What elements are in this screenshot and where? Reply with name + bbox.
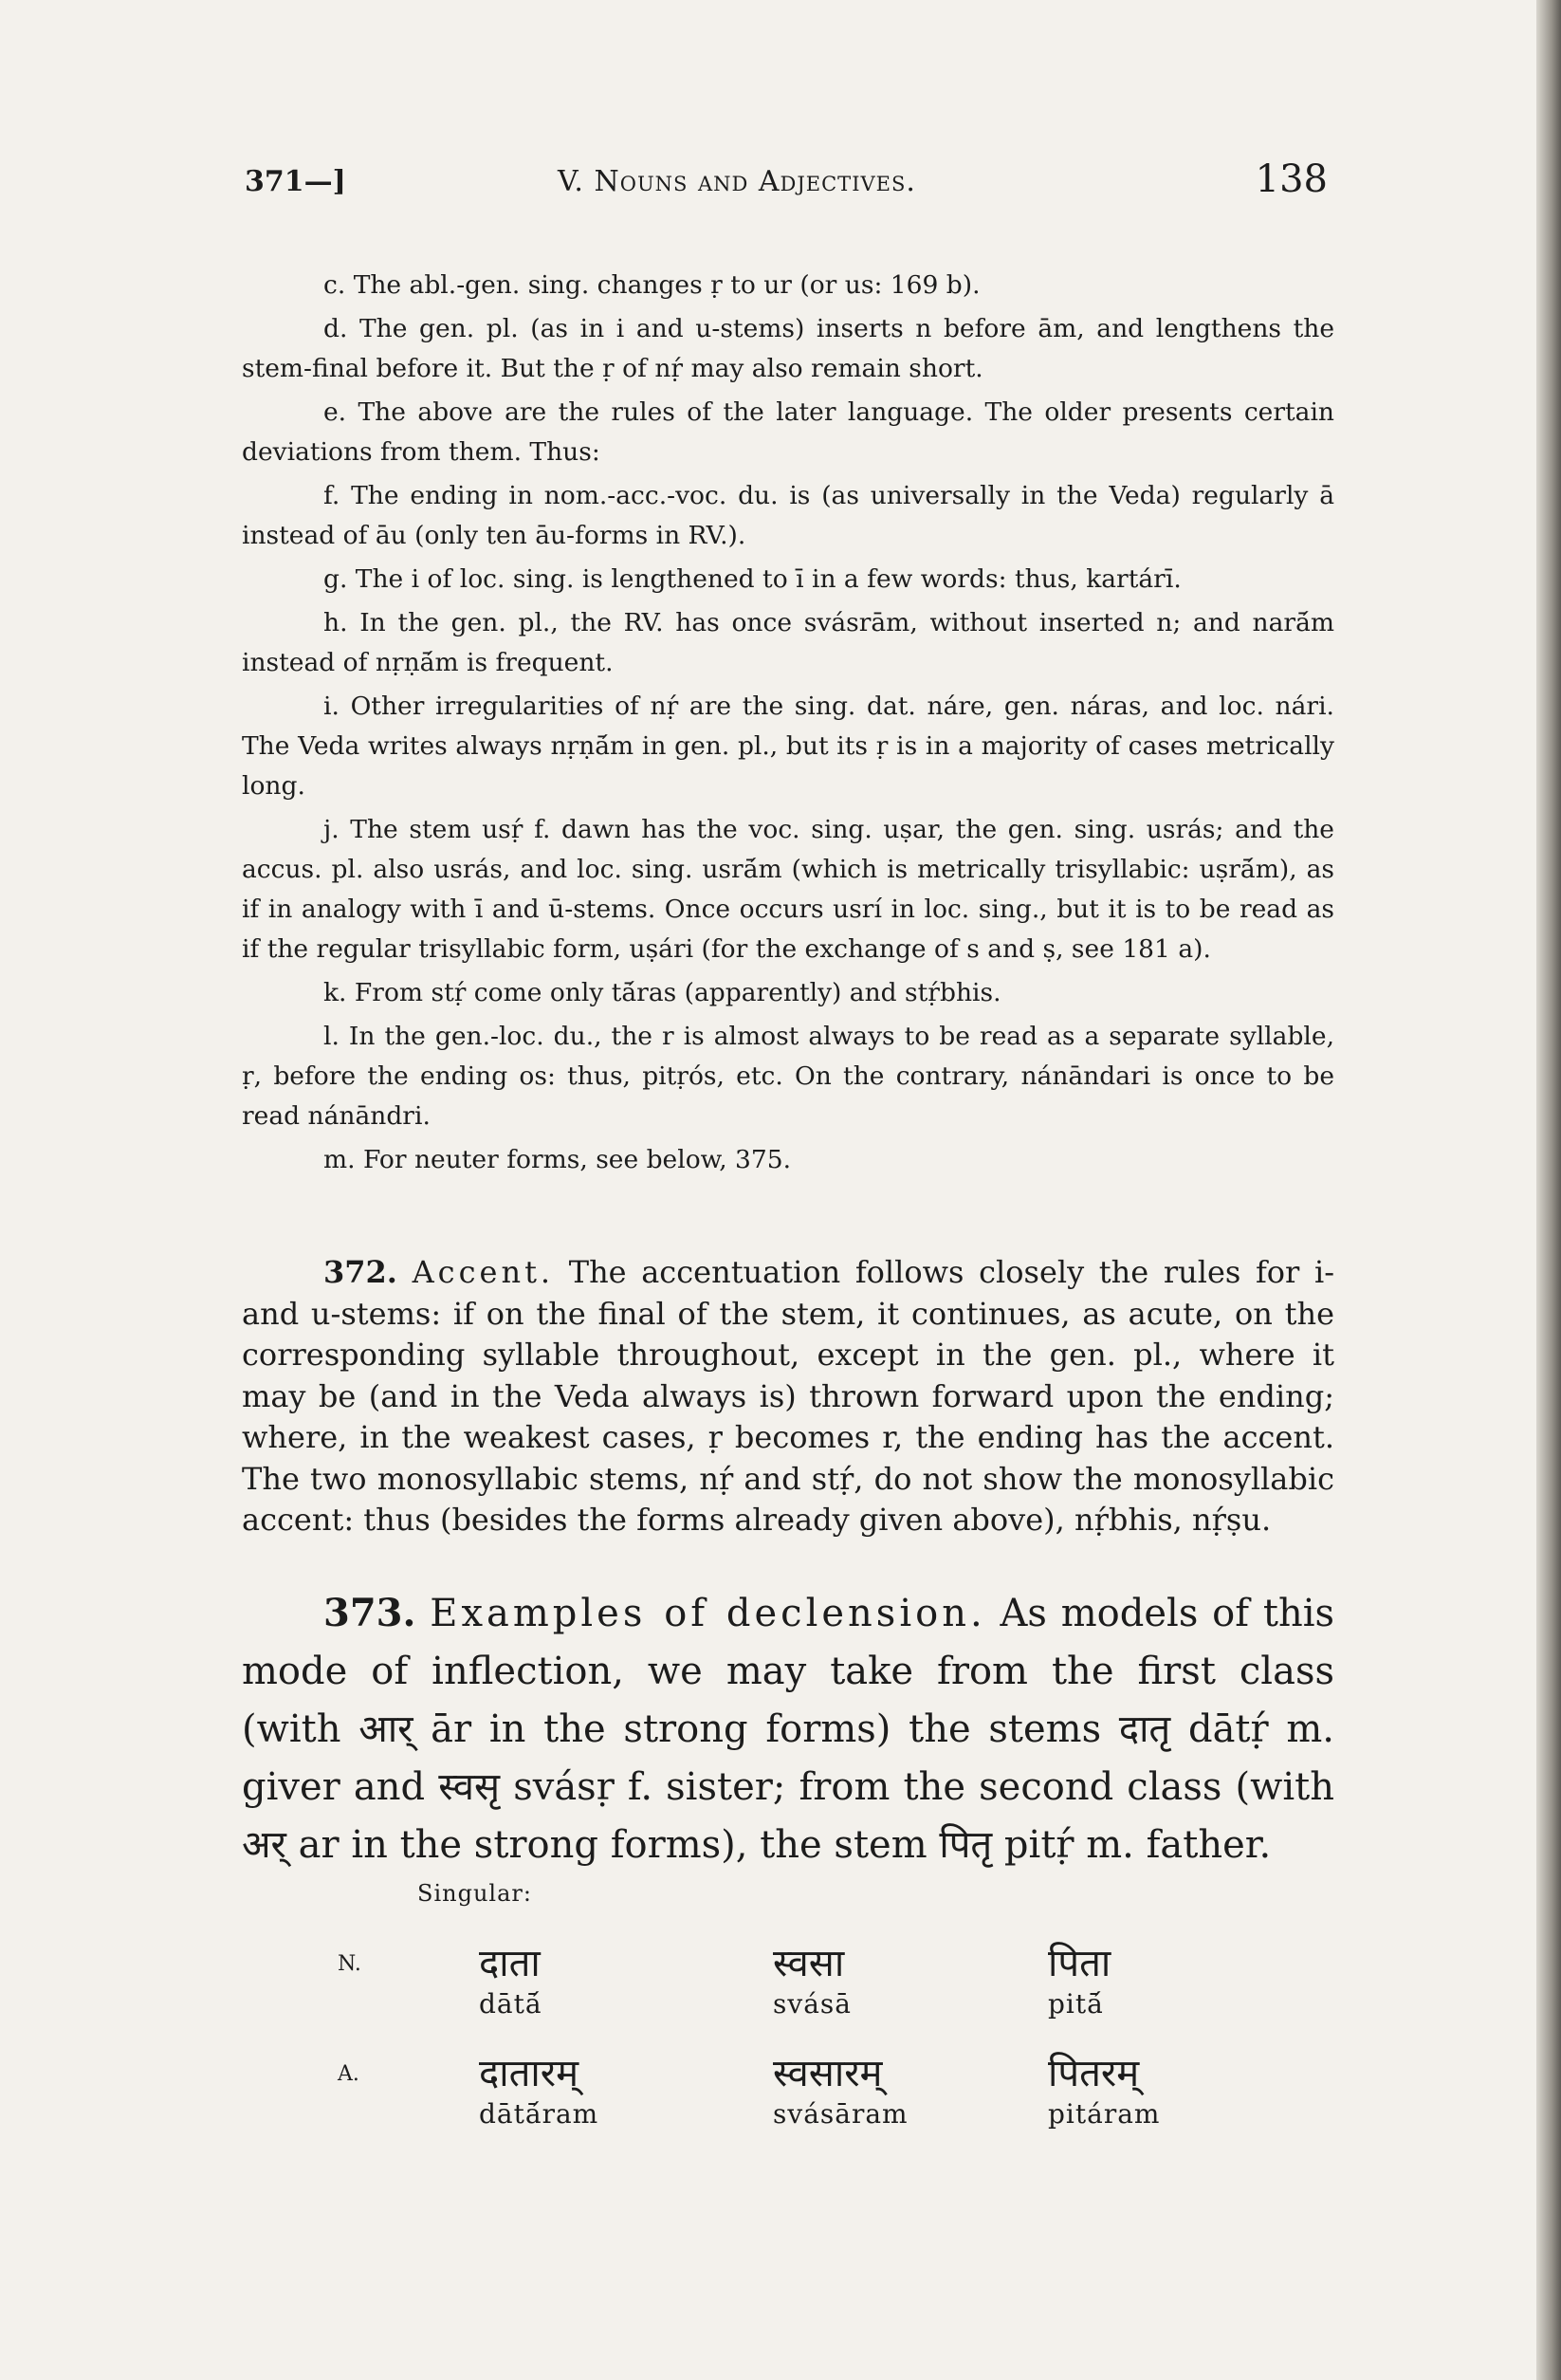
section-text: The accentuation follows closely the rules for i- and u-stems: if on the final of the stem, it continues, as acute, on the corresponding syllable throughout, except in the gen. pl., where it may be (and in the Veda always is) thrown forward upon the ending; where, in the weakest cases, ṛ becomes r, the ending has the accent. The two monosyllabic stems, nṛ́ and stṛ́, do not show the monosyllabic accent: thus (besides the forms already given above), nṛ́bhis, nṛ́ṣu. xyxy=(242,1254,1335,1538)
para-m: m. For neuter forms, see below, 375. xyxy=(323,1145,792,1174)
table-row xyxy=(303,2049,1252,2153)
para-i: i. Other irregularities of nṛ́ are the sing. dat. náre, gen. náras, and loc. nári. The Veda writes always nṛṇā́m in gen. pl., but its ṛ is in a majority of cases metrically long. xyxy=(242,692,1334,801)
section-title: Examples of declension. xyxy=(430,1592,986,1635)
devanagari-form: दातारम् xyxy=(479,2052,579,2095)
running-header xyxy=(245,152,1328,209)
section-ref: 371—] xyxy=(245,165,346,198)
transliteration: svásāram xyxy=(773,2098,909,2130)
form-cell xyxy=(773,1939,852,2020)
para-c: c. The abl.-gen. sing. changes ṛ to ur (or us: 169 b). xyxy=(323,270,981,300)
case-label: A. xyxy=(338,2062,359,2086)
table-row xyxy=(303,1939,1252,2043)
section-title: Accent. xyxy=(412,1254,555,1290)
para-l: l. In the gen.-loc. du., the r is almost always to be read as a separate syllable, ṛ, before the ending os: thus, pitṛós, etc. On the contrary, nánāndari is once to be read nánāndri. xyxy=(242,1022,1334,1131)
section-number: 373. xyxy=(323,1591,416,1635)
para-j: j. The stem usṛ́ f. dawn has the voc. sing. uṣar, the gen. sing. usrás; and the accus. pl. also usrás, and loc. sing. usrā́m (which is metrically trisyllabic: uṣrā́m), as if in analogy with ī and ū-stems. Once occurs usrí in loc. sing., but it is to be read as if the regular trisyllabic form, uṣári (for the exchange of s and ṣ, see 181 a). xyxy=(242,815,1334,964)
transliteration: dātā́ xyxy=(479,1988,542,2020)
number-heading: Singular: xyxy=(417,1880,532,1907)
devanagari-form: पितरम् xyxy=(1048,2052,1140,2095)
subsection-notes xyxy=(242,266,1334,1184)
form-cell xyxy=(479,2049,598,2130)
transliteration: svásā xyxy=(773,1988,852,2020)
form-cell xyxy=(479,1939,542,2020)
devanagari-form: स्वसा xyxy=(773,1942,845,1985)
para-h: h. In the gen. pl., the RV. has once svásrām, without inserted n; and narā́m instead of nṛṇā́m is frequent. xyxy=(242,608,1334,677)
section-number: 372. xyxy=(323,1254,397,1290)
section-372 xyxy=(242,1252,1334,1541)
page-number: 138 xyxy=(1255,157,1328,201)
transliteration: pitā́ xyxy=(1048,1988,1104,2020)
devanagari-form: दाता xyxy=(479,1942,541,1985)
para-f: f. The ending in nom.-acc.-voc. du. is (as universally in the Veda) regularly ā instead of āu (only ten āu-forms in RV.). xyxy=(242,481,1334,550)
para-g: g. The i of loc. sing. is lengthened to ī in a few words: thus, kartárī. xyxy=(323,564,1182,594)
form-cell xyxy=(1048,1939,1111,2020)
devanagari-form: स्वसारम् xyxy=(773,2052,883,2095)
para-e: e. The above are the rules of the later language. The older presents certain deviations from them. Thus: xyxy=(242,397,1334,467)
para-d: d. The gen. pl. (as in i and u-stems) inserts n before ām, and lengthens the stem-final before it. But the ṛ of nṛ́ may also remain short. xyxy=(242,314,1334,383)
transliteration: pitáram xyxy=(1048,2098,1161,2130)
devanagari-form: पिता xyxy=(1048,1942,1111,1985)
running-title: V. Nouns and Adjectives. xyxy=(558,165,916,198)
page-edge xyxy=(1536,0,1561,2380)
para-k: k. From stṛ́ come only tā́ras (apparently) and stṛ́bhis. xyxy=(323,978,1001,1007)
form-cell xyxy=(773,2049,909,2130)
transliteration: dātā́ram xyxy=(479,2098,599,2130)
section-373 xyxy=(242,1584,1334,1874)
form-cell xyxy=(1048,2049,1160,2130)
section-text: As models of this mode of inflection, we may take from the first class (with आर् ār in the strong forms) the stems दातृ dātṛ́ m. giver and स्वसृ svásṛ f. sister; from the second class (with अर् ar in the strong forms), the stem पितृ pitṛ́ m. father. xyxy=(242,1592,1335,1867)
case-label: N. xyxy=(338,1952,361,1976)
